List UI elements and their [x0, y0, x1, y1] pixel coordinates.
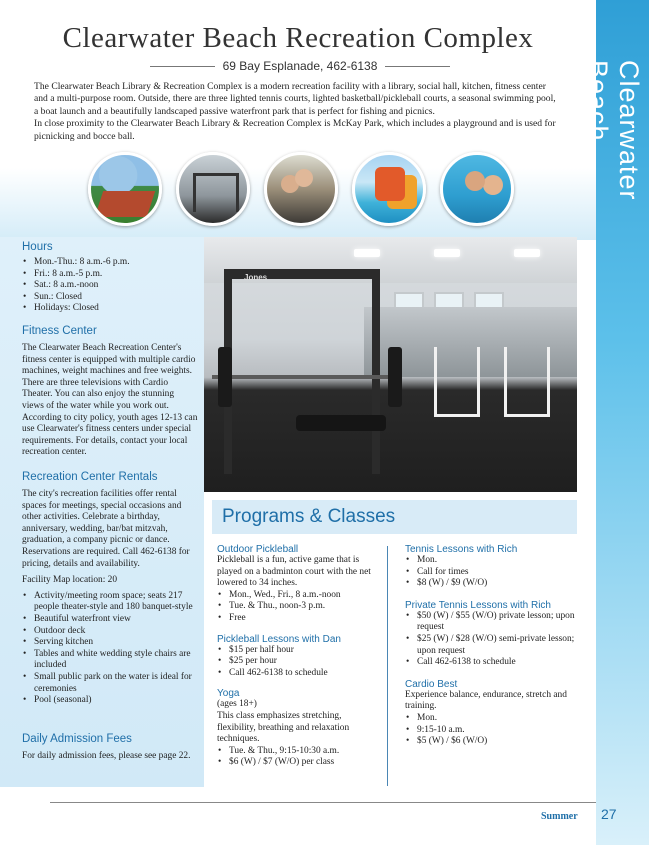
program-heading: Tennis Lessons with Rich — [405, 544, 518, 555]
facility-map-location: Facility Map location: 20 — [22, 575, 118, 586]
ceiling-light — [514, 249, 540, 257]
weight-plate — [388, 347, 402, 407]
address-row — [150, 57, 450, 75]
list-item: • $25 (W) / $28 (W/O) semi-private lesson; upon request — [405, 634, 575, 657]
list-item: • Beautiful waterfront view — [22, 614, 198, 626]
program-list — [405, 713, 575, 748]
section-heading: Daily Admission Fees — [22, 733, 132, 745]
rentals-list — [22, 591, 198, 707]
list-item: • $5 (W) / $6 (W/O) — [405, 736, 575, 748]
bench — [296, 415, 386, 431]
list-item: • Call 462-6138 to schedule — [217, 668, 379, 680]
programs-column-left — [217, 544, 379, 769]
equipment-logo: Jones — [244, 273, 268, 282]
program-ages: (ages 18+) — [217, 699, 257, 710]
list-item: • Serving kitchen — [22, 637, 198, 649]
divider — [150, 66, 215, 67]
list-item: • Mon. — [405, 713, 575, 725]
page-title: Clearwater Beach Recreation Complex — [62, 22, 534, 54]
program-heading: Yoga — [217, 688, 240, 700]
list-item: • Call 462-6138 to schedule — [405, 657, 575, 669]
fitness-class-photo — [264, 152, 338, 226]
admission-text: For daily admission fees, please see page 22. — [22, 751, 191, 761]
program-heading: Private Tennis Lessons with Rich — [405, 599, 551, 611]
list-item: • Tables and white wedding style chairs are included — [22, 649, 198, 672]
program-text: Pickleball is a fun, active game that is played on a badminton court with the net lowered to 34 inches. — [217, 555, 371, 589]
weight-machine — [434, 347, 480, 417]
list-item: • Pool (seasonal) — [22, 695, 198, 707]
fitness-section — [22, 325, 198, 459]
section-heading: Hours — [22, 241, 53, 253]
list-item: • Small public park on the water is ideal for ceremonies — [22, 672, 198, 695]
side-label: Clearwater Beach — [583, 60, 644, 201]
list-item: • Call for times — [405, 567, 575, 579]
programs-column-right — [405, 544, 575, 748]
programs-title: Programs & Classes — [222, 506, 396, 527]
ceiling-light — [434, 249, 460, 257]
list-item: • $50 (W) / $55 (W/O) private lesson; upon request — [405, 611, 575, 634]
list-item: • Free — [217, 613, 379, 625]
fitness-text: The Clearwater Beach Recreation Center's fitness center is equipped with multiple cardio machines, weight machines and free weights. There are three televisions with Cardio Theater. You can also enjoy the stunning views of the water while you work out. According to city policy, youth ages 12-13 can use Clearwater's fitness centers under special requirements. For details, contact your local recreation center. — [22, 343, 198, 458]
program-heading: Cardio Best — [405, 678, 458, 690]
list-item: • Mon.-Thu.: 8 a.m.-6 p.m. — [22, 257, 198, 269]
program-list — [405, 611, 575, 669]
courts-photo — [88, 152, 162, 226]
admission-section — [22, 733, 198, 763]
list-item: • $8 (W) / $9 (W/O) — [405, 578, 575, 590]
program-text: This class emphasizes stretching, flexibility, breathing and relaxation techniques. — [217, 710, 350, 745]
photo-strip — [88, 152, 518, 228]
list-item: • Tue. & Thu., 9:15-10:30 a.m. — [217, 746, 379, 758]
list-item: • Sun.: Closed — [22, 292, 198, 304]
list-item: • Tue. & Thu., noon-3 p.m. — [217, 601, 379, 613]
fitness-center-photo — [204, 237, 577, 492]
list-item: • 9:15-10 a.m. — [405, 725, 575, 737]
list-item: • Mon. — [405, 555, 575, 567]
program-heading: Outdoor Pickleball — [217, 544, 299, 555]
weight-plate — [218, 347, 232, 407]
list-item: • Activity/meeting room space; seats 217 people theater-style and 180 banquet-style — [22, 591, 198, 614]
weight-room-photo — [176, 152, 250, 226]
list-item: • $15 per half hour — [217, 645, 379, 657]
list-item: • Mon., Wed., Fri., 8 a.m.-noon — [217, 590, 379, 602]
ceiling-light — [354, 249, 380, 257]
program-list — [217, 645, 379, 680]
section-heading: Fitness Center — [22, 325, 97, 337]
rentals-text: The city's recreation facilities offer rental spaces for meetings, special occasions and other activities. Celebrate a birthday, anniversary, wedding, bar/bat mitzvah, graduation, a company picnic or dance. Reservations are required. Call 462-6138 for pricing, details and availability. — [22, 489, 190, 569]
weight-machine — [504, 347, 550, 417]
program-list — [217, 746, 379, 769]
address: 69 Bay Esplanade, 462-6138 — [222, 59, 378, 73]
footer-season: Summer — [541, 811, 578, 822]
section-heading: Recreation Center Rentals — [22, 471, 158, 483]
barbell — [212, 375, 402, 379]
list-item: • Fri.: 8 a.m.-5 p.m. — [22, 269, 198, 281]
column-divider — [387, 546, 388, 786]
list-item: • $6 (W) / $7 (W/O) per class — [217, 757, 379, 769]
intro-paragraph: The Clearwater Beach Library & Recreation Complex is a modern recreation facility with a library, social hall, kitchen, fitness center and a multi-purpose room. Outside, there are three lighted tennis courts, lighted basketball/pickleball courts, a seasonal swimming pool, a boat launch and a beautifully landscaped passive waterfront park that is perfect for fishing and picnics. — [34, 81, 556, 117]
program-list — [217, 590, 379, 625]
pool-slide-photo — [352, 152, 426, 226]
intro-paragraph: In close proximity to the Clearwater Beach Library & Recreation Complex is McKay Park, which includes a playground and is used for picnicking and bocce ball. — [34, 118, 556, 142]
rentals-section — [22, 471, 198, 707]
program-text: Experience balance, endurance, stretch and training. — [405, 689, 567, 712]
list-item: • $25 per hour — [217, 656, 379, 668]
program-list — [405, 555, 575, 590]
divider — [385, 66, 450, 67]
intro-text — [34, 81, 562, 143]
rack-post — [372, 269, 380, 474]
list-item: • Holidays: Closed — [22, 303, 198, 315]
list-item: • Sat.: 8 a.m.-noon — [22, 280, 198, 292]
hours-section — [22, 241, 198, 315]
footer-divider — [50, 802, 596, 803]
program-heading: Pickleball Lessons with Dan — [217, 633, 341, 645]
programs-header — [212, 500, 577, 534]
hours-list — [22, 257, 198, 315]
page-number: 27 — [601, 806, 617, 822]
list-item: • Outdoor deck — [22, 626, 198, 638]
pool-swimmers-photo — [440, 152, 514, 226]
